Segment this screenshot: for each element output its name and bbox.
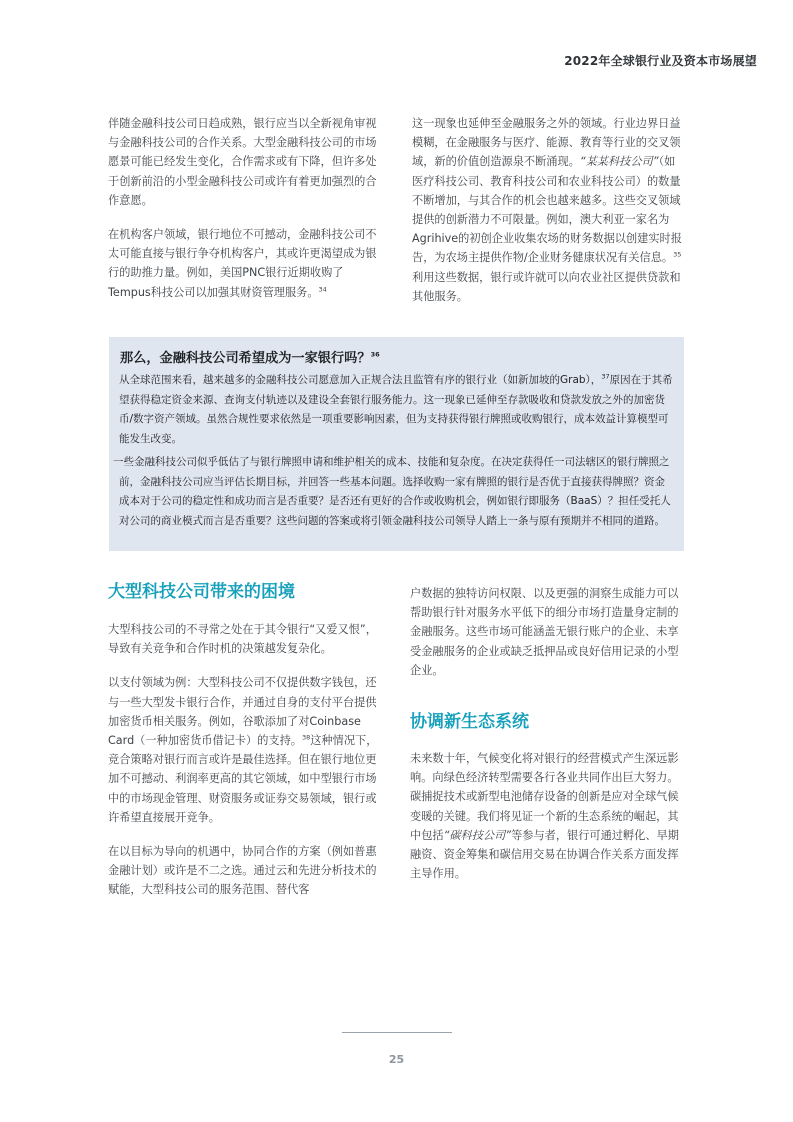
paragraph-text: 原因在于其希望获得稳定资金来源、查询支付轨迹以及建设全套银行服务能力。这一现象已延伸至存款吸收和贷款发放之外的加密货币/数字资产领域。虽然合规性要求依然是一项重要影响因素，但为支持获得银行牌照或收购银行，成本效益计算模型可能发生改变。 [119, 374, 673, 445]
paragraph-text: 在机构客户领域，银行地位不可撼动，金融科技公司不太可能直接与银行争夺机构客户，其或许更渴望成为银行的助推力量。例如，美国PNC银行近期收购了Tempus科技公司以加强其财资管理服务。 [108, 228, 377, 299]
footnote-ref: 37 [601, 372, 610, 381]
emphasis-text: “碳科技公司” [443, 828, 512, 842]
callout-paragraph [119, 371, 675, 449]
paragraph [108, 225, 378, 302]
paragraph-text: 从全球范围来看，越来越多的金融科技公司愿意加入正规合法且监管有序的银行业（如新加坡的Grab）， [119, 374, 602, 386]
section-heading-bigtech: 大型科技公司带来的困境 [108, 582, 295, 602]
right-column-top [412, 114, 682, 321]
page-number: 25 [388, 1053, 405, 1066]
left-column-top [108, 114, 378, 317]
footnote-ref: 35 [673, 250, 682, 259]
left-column-bottom [108, 620, 378, 915]
paragraph: 在以目标为导向的机遇中，协同合作的方案（例如普惠金融计划）或许是不二之选。通过云和先进分析技术的赋能，大型科技公司的服务范围、替代客 [108, 845, 377, 897]
footnote-ref: 38 [302, 733, 311, 742]
footer-divider [342, 1032, 452, 1033]
paragraph-text: 这一现象也延伸至金融服务之外的领域。行业边界日益模糊，在金融服务与医疗、能源、教育等行业的交叉领域，新的价值创造源泉不断涌现。 [412, 117, 681, 169]
paragraph [410, 749, 680, 883]
callout-box [109, 337, 684, 551]
callout-title-text: 那么，金融科技公司希望成为一家银行吗？ [120, 351, 371, 366]
callout-paragraph: 一些金融科技公司似乎低估了与银行牌照申请和维护相关的成本、技能和复杂度。在决定获得任一司法辖区的银行牌照之前，金融科技公司应当评估长期目标，并回答一些基本问题。选择收购一家有牌照的银行是否优于直接获得牌照？资金成本对于公司的稳定性和成功而言是否重要？是否还有更好的合作或收购机会，例如银行即服务（BaaS）？担任受托人对公司的商业模式而言是否重要？这些问题的答案或将引领金融科技公司领导人踏上一条与原有预期并不相同的道路。 [113, 456, 671, 527]
report-title: 2022年全球银行业及资本市场展望 [564, 54, 757, 68]
paragraph [108, 673, 378, 827]
paragraph: 大型科技公司的不寻常之处在于其令银行“又爱又恨”，导致有关竞争和合作时机的决策越发复杂化。 [108, 623, 377, 656]
section-heading-ecosystem: 协调新生态系统 [410, 712, 529, 732]
paragraph: 户数据的独特访问权限、以及更强的洞察生成能力可以帮助银行针对服务水平低下的细分市场打造量身定制的金融服务。这些市场可能涵盖无银行账户的企业、未享受金融服务的企业或缺乏抵押品或良好信用记录的小型企业。 [410, 587, 679, 677]
paragraph: 伴随金融科技公司日趋成熟，银行应当以全新视角审视与金融科技公司的合作关系。大型金融科技公司的市场愿景可能已经发生变化，合作需求或有下降，但许多处于创新前沿的小型金融科技公司或许有着更加强烈的合作意愿。 [108, 117, 377, 207]
footnote-ref: 34 [318, 284, 327, 293]
right-column-ecosystem [410, 749, 680, 898]
emphasis-text: “某某科技公司” [579, 155, 659, 169]
right-column-continuation [410, 584, 680, 695]
paragraph-text: 这种情况下，竞合策略对银行而言或许是最佳选择。但在银行地位更加不可撼动、利润率更高的其它领域，如中型银行市场中的市场现金管理、财资服务或证券交易领域，银行或许希望直接展开竞争。 [108, 734, 378, 824]
footnote-ref: 36 [370, 350, 380, 359]
paragraph-text: 以支付领域为例：大型科技公司不仅提供数字钱包，还与一些大型发卡银行合作，并通过自身的支付平台提供加密货币相关服务。例如，谷歌添加了对Coinbase Card（一种加密货币借记卡）的支持。 [108, 676, 377, 748]
callout-title [120, 347, 380, 366]
paragraph-text: 等参与者，银行可通过孵化、早期融资、资金筹集和碳信用交易在协调合作关系方面发挥主导作用。 [410, 828, 679, 881]
paragraph-text: 未来数十年，气候变化将对银行的经营模式产生深远影响。向绿色经济转型需要各行各业共同作出巨大努力。碳捕捉技术或新型电池储存设备的创新是应对全球气候变暖的关键。我们将见证一个新的生态系统的崛起，其中包括 [410, 752, 679, 842]
paragraph [412, 114, 682, 306]
paragraph-text: （如医疗科技公司、教育科技公司和农业科技公司）的数量不断增加，与其合作的机会也越来越多。这些交叉领域提供的创新潜力不可限量。例如，澳大利亚一家名为Agrihive的初创企业收集农场的财务数据以创建实时报告，为农场主提供作物/企业财务健康状况有关信息。 [412, 155, 682, 265]
paragraph-text: 利用这些数据，银行或许就可以向农业社区提供贷款和其他服务。 [412, 270, 681, 303]
